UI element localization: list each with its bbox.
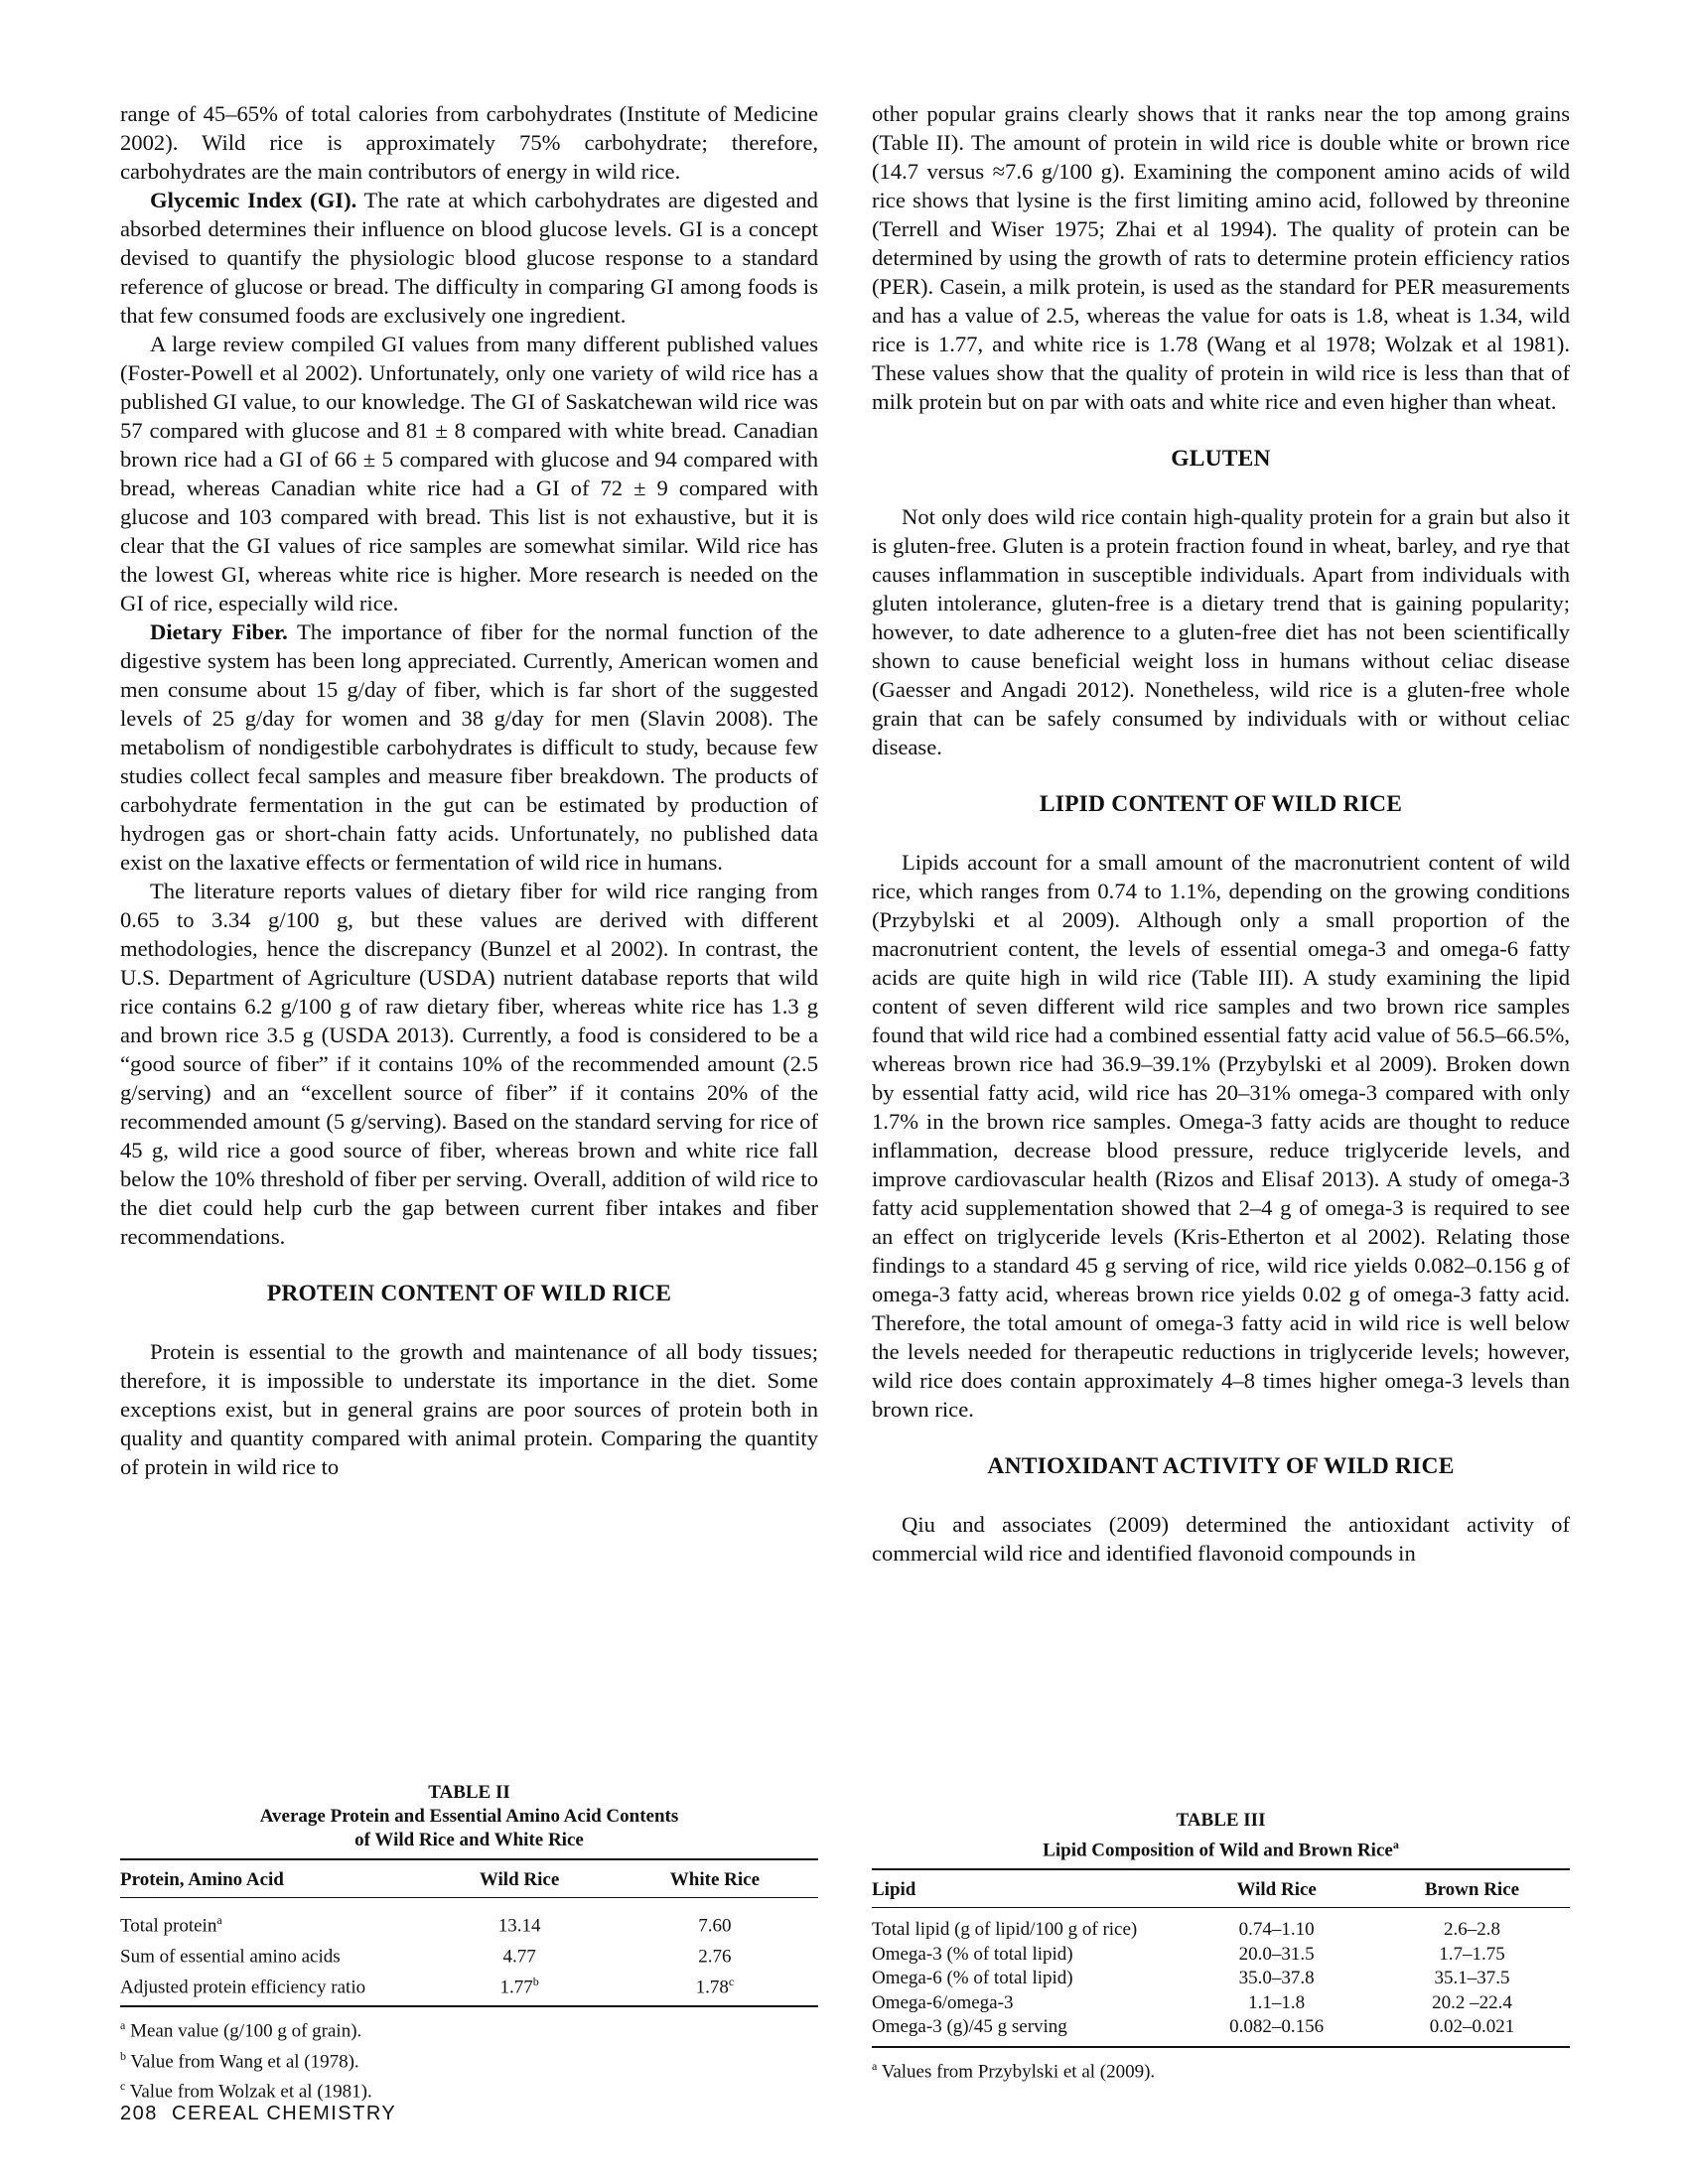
table-cell: 35.1–37.5: [1434, 1968, 1510, 1989]
column-header: Brown Rice: [1374, 1869, 1570, 1908]
table-cell: [427, 1939, 612, 1970]
column-header: Wild Rice: [1179, 1869, 1374, 1908]
journal-name: CEREAL CHEMISTRY: [172, 2103, 397, 2124]
table-cell: [120, 1939, 427, 1970]
footnote-mark: b: [532, 1974, 539, 1988]
table-footnotes: [120, 2013, 818, 2104]
table-ii: [120, 1781, 818, 2104]
right-column: [872, 99, 1570, 1568]
table-cell: 35.0–37.8: [1238, 1968, 1315, 1989]
table-title: [872, 1833, 1570, 1862]
footnote-mark: b: [120, 2048, 126, 2063]
paragraph-text: The rate at which carbohydrates are digested and absorbed determines their influence on blood glucose levels. GI is a concept devised to quantify the physiologic blood glucose response to a standard reference of glucose or bread. The difficulty in comparing GI among foods is that few consumed foods are exclusively one ingredient.: [120, 188, 818, 328]
cell-text: Sum of essential amino acids: [120, 1946, 341, 1968]
table-cell: 20.2 –22.4: [1432, 1991, 1512, 2013]
column-header: Lipid: [872, 1869, 1179, 1908]
data-table: [120, 1858, 818, 2007]
table-row: [120, 1970, 818, 2007]
paragraph: Lipids account for a small amount of the macronutrient content of wild rice, which ranges from 0.74 to 1.1%, depending on the growing conditions (Przybylski et al 2009). Although only a small proportion of the macronutrient content, the levels of essential omega-3 and omega-6 fatty acids are quite high in wild rice (Table III). A study examining the lipid content of seven different wild rice samples and two brown rice samples found that wild rice had a combined essential fatty acid value of 56.5–66.5%, whereas brown rice had 36.9–39.1% (Przybylski et al 2009). Broken down by essential fatty acid, wild rice has 20–31% omega-3 compared with only 1.7% in the brown rice samples. Omega-3 fatty acids are thought to reduce inflammation, decrease blood pressure, reduce triglyceride levels, and improve cardiovascular health (Rizos and Elisaf 2013). A study of omega-3 fatty acid supplementation showed that 2–4 g of omega-3 is required to see an effect on triglyceride levels (Kris-Etherton et al 2002). Relating those findings to a standard 45 g serving of rice, wild rice yields 0.082–0.156 g of omega-3 fatty acid, whereas brown rice yields 0.02 g of omega-3 fatty acid. Therefore, the total amount of omega-3 fatty acid in wild rice is well below the levels needed for therapeutic reductions in triglyceride levels; however, wild rice does contain approximately 4–8 times higher omega-3 levels than brown rice.: [872, 850, 1570, 1422]
cell-text: 2.76: [698, 1946, 732, 1968]
table-cell: 1.7–1.75: [1439, 1943, 1505, 1965]
table-title: of Wild Rice and White Rice: [354, 1830, 584, 1850]
run-in-heading: Dietary Fiber.: [150, 619, 288, 644]
table-row: [872, 2015, 1570, 2047]
table-cell: [612, 1898, 818, 1939]
paragraph: range of 45–65% of total calories from carbohydrates (Institute of Medicine 2002). Wild rice is approximately 75% carbohydrate; therefore, carbohydrates are the main contributors of energy in wild rice.: [120, 101, 818, 184]
paragraph: [120, 186, 818, 330]
table-cell: 2.6–2.8: [1443, 1919, 1500, 1941]
footnote-mark: a: [1392, 1838, 1399, 1851]
footnote-mark: c: [120, 2079, 126, 2094]
paragraph: Qiu and associates (2009) determined the antioxidant activity of commercial wild rice and identified flavonoid compounds in: [872, 1512, 1570, 1566]
cell-text: Total protein: [120, 1915, 217, 1937]
table-cell: Omega-6/omega-3: [872, 1991, 1014, 2013]
table-label: TABLE III: [1176, 1810, 1266, 1831]
table-footnotes: [872, 2054, 1570, 2084]
table-cell: Omega-3 (% of total lipid): [872, 1943, 1073, 1965]
footnote-text: Values from Przybylski et al (2009).: [877, 2061, 1156, 2083]
paragraph: [120, 617, 818, 877]
left-column: [120, 99, 818, 1481]
table-row: [872, 1991, 1570, 2016]
paragraph-text: The importance of fiber for the normal function of the digestive system has been long appreciated. Currently, American women and men consume about 15 g/day of fiber, which is far short of the suggested levels of 25 g/day for women and 38 g/day for men (Slavin 2008). The metabolism of nondigestible carbohydrates is difficult to study, because few studies collect fecal samples and measure fiber breakdown. The products of carbohydrate fermentation in the gut can be estimated by production of hydrogen gas or short-chain fatty acids. Unfortunately, no published data exist on the laxative effects or fermentation of wild rice in humans.: [120, 619, 818, 875]
footnote-mark: a: [872, 2058, 878, 2073]
table-cell: [120, 1898, 427, 1939]
table-row: [872, 1967, 1570, 1991]
paragraph: The literature reports values of dietary fiber for wild rice ranging from 0.65 to 3.34 g/100 g, but these values are derived with different methodologies, hence the discrepancy (Bunzel et al 2002). In contrast, the U.S. Department of Agriculture (USDA) nutrient database reports that wild rice contains 6.2 g/100 g of raw dietary fiber, whereas white rice has 1.3 g and brown rice 3.5 g (USDA 2013). Currently, a food is considered to be a “good source of fiber” if it contains 10% of the recommended amount (2.5 g/serving) and an “excellent source of fiber” if it contains 20% of the recommended amount (5 g/serving). Based on the standard serving for rice of 45 g, wild rice a good source of fiber, whereas brown and white rice fall below the 10% threshold of fiber per serving. Overall, addition of wild rice to the diet could help curb the gap between current fiber intakes and fiber recommendations.: [120, 879, 818, 1249]
table-cell: 0.02–0.021: [1429, 2016, 1515, 2038]
footnote-text: Value from Wolzak et al (1981).: [125, 2081, 372, 2103]
footnote: [120, 2074, 818, 2104]
table-cell: [612, 1970, 818, 2007]
table-cell: Omega-3 (g)/45 g serving: [872, 2016, 1067, 2038]
footnote-text: Mean value (g/100 g of grain).: [125, 2020, 362, 2042]
section-heading: ANTIOXIDANT ACTIVITY OF WILD RICE: [987, 1453, 1455, 1479]
section-heading: LIPID CONTENT OF WILD RICE: [1039, 791, 1403, 817]
table-cell: 1.1–1.8: [1248, 1991, 1306, 2013]
table-cell: 20.0–31.5: [1238, 1943, 1315, 1965]
table-cell: [427, 1898, 612, 1939]
cell-text: 4.77: [502, 1946, 536, 1968]
footnote-mark: a: [216, 1913, 222, 1927]
table-cell: [427, 1970, 612, 2007]
cell-text: 13.14: [497, 1915, 541, 1937]
footnote: [120, 2044, 818, 2074]
page-footer: [120, 2103, 396, 2125]
table-row: [120, 1898, 818, 1939]
section-heading: GLUTEN: [1171, 446, 1271, 472]
table-iii: [872, 1809, 1570, 2084]
cell-text: 1.77: [499, 1976, 533, 1997]
page-number: 208: [120, 2103, 158, 2124]
table-cell: [612, 1939, 818, 1970]
table-row: [872, 1943, 1570, 1968]
footnote: [872, 2054, 1570, 2084]
section-heading: PROTEIN CONTENT OF WILD RICE: [266, 1281, 672, 1306]
table-cell: 0.74–1.10: [1238, 1919, 1315, 1941]
table-row: [872, 1908, 1570, 1943]
paragraph: Not only does wild rice contain high-quality protein for a grain but also it is gluten-free. Gluten is a protein fraction found in wheat, barley, and rye that causes inflammation in susceptible individuals. Apart from individuals with gluten intolerance, gluten-free is a dietary trend that is gaining popularity; however, to date adherence to a gluten-free diet has not been scientifically shown to cause beneficial weight loss in humans without celiac disease (Gaesser and Angadi 2012). Nonetheless, wild rice is a gluten-free whole grain that can be safely consumed by individuals with or without celiac disease.: [872, 504, 1570, 759]
cell-text: 1.78: [695, 1976, 729, 1997]
footnote-mark: a: [120, 2018, 126, 2033]
column-header: White Rice: [612, 1859, 818, 1898]
footnote-mark: c: [728, 1974, 735, 1988]
data-table: [872, 1868, 1570, 2048]
run-in-heading: Glycemic Index (GI).: [150, 188, 357, 212]
table-row: [120, 1939, 818, 1970]
footnote: [120, 2013, 818, 2043]
table-title-text: Lipid Composition of Wild and Brown Rice: [1043, 1840, 1393, 1861]
footnote-text: Value from Wang et al (1978).: [126, 2051, 359, 2073]
cell-text: 7.60: [698, 1915, 732, 1937]
column-header: Protein, Amino Acid: [120, 1859, 427, 1898]
paragraph: A large review compiled GI values from many different published values (Foster-Powell et al 2002). Unfortunately, only one variety of wild rice has a published GI value, to our knowledge. The GI of Saskatchewan wild rice was 57 compared with glucose and 81 ± 8 compared with white bread. Canadian brown rice had a GI of 66 ± 5 compared with glucose and 94 compared with bread, whereas Canadian white rice had a GI of 72 ± 9 compared with glucose and 103 compared with bread. This list is not exhaustive, but it is clear that the GI values of rice samples are somewhat similar. Wild rice has the lowest GI, whereas white rice is higher. More research is needed on the GI of rice, especially wild rice.: [120, 332, 818, 615]
table-cell: [120, 1970, 427, 2007]
paragraph: other popular grains clearly shows that it ranks near the top among grains (Table II). The amount of protein in wild rice is double white or brown rice (14.7 versus ≈7.6 g/100 g). Examining the component amino acids of wild rice shows that lysine is the first limiting amino acid, followed by threonine (Terrell and Wiser 1975; Zhai et al 1994). The quality of protein can be determined by using the growth of rats to determine protein efficiency ratios (PER). Casein, a milk protein, is used as the standard for PER measurements and has a value of 2.5, whereas the value for oats is 1.8, wheat is 1.34, wild rice is 1.77, and white rice is 1.78 (Wang et al 1978; Wolzak et al 1981). These values show that the quality of protein in wild rice is less than that of milk protein but on par with oats and white rice and even higher than wheat.: [872, 101, 1570, 414]
column-header: Wild Rice: [427, 1859, 612, 1898]
table-cell: Total lipid (g of lipid/100 g of rice): [872, 1919, 1138, 1941]
cell-text: Adjusted protein efficiency ratio: [120, 1976, 366, 1997]
table-cell: 0.082–0.156: [1229, 2016, 1325, 2038]
table-title: Average Protein and Essential Amino Acid Contents: [259, 1806, 679, 1827]
paragraph: Protein is essential to the growth and maintenance of all body tissues; therefore, it is impossible to understate its importance in the diet. Some exceptions exist, but in general grains are poor sources of protein both in quality and quantity compared with animal protein. Comparing the quantity of protein in wild rice to: [120, 1339, 818, 1479]
table-cell: Omega-6 (% of total lipid): [872, 1968, 1073, 1989]
table-label: TABLE II: [428, 1782, 510, 1803]
